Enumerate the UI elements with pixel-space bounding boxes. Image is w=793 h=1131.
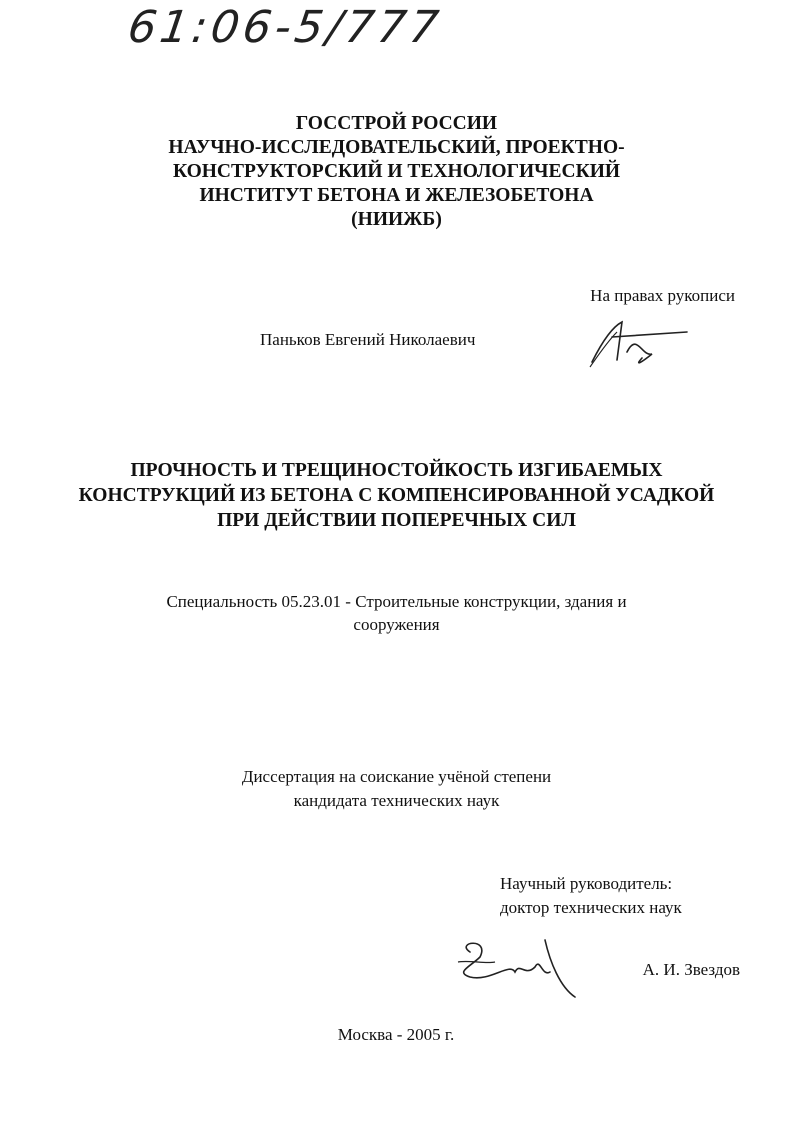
author-name: Паньков Евгений Николаевич (260, 330, 476, 349)
degree-line: Диссертация на соискание учёной степени (241, 767, 552, 786)
supervisor-block (500, 872, 740, 920)
org-line: ГОССТРОЙ РОССИИ (295, 113, 498, 134)
title-line: ПРОЧНОСТЬ И ТРЕЩИНОСТОЙКОСТЬ ИЗГИБАЕМЫХ (130, 460, 663, 481)
supervisor-name: А. И. Звездов (642, 960, 740, 979)
specialty-line: сооружения (353, 615, 440, 634)
supervisor-degree: доктор технических наук (500, 898, 682, 917)
archive-number: 61:06-5/777 (124, 2, 446, 53)
dissertation-degree (170, 765, 623, 813)
degree-line: кандидата технических наук (293, 791, 500, 810)
manuscript-note: На правах рукописи (590, 286, 735, 305)
org-line: НАУЧНО-ИССЛЕДОВАТЕЛЬСКИЙ, ПРОЕКТНО- (168, 137, 625, 158)
supervisor-role: Научный руководитель: (500, 874, 673, 893)
organization-header (60, 112, 733, 232)
specialty-line: Специальность 05.23.01 - Строительные конструкции, здания и (166, 592, 627, 611)
title-line: КОНСТРУКЦИЙ ИЗ БЕТОНА С КОМПЕНСИРОВАННОЙ УСАДКОЙ (78, 485, 715, 506)
org-line: КОНСТРУКТОРСКИЙ И ТЕХНОЛОГИЧЕСКИЙ (172, 161, 621, 182)
org-line: (НИИЖБ) (351, 209, 442, 230)
supervisor-signature (450, 932, 580, 1002)
dissertation-title (60, 458, 733, 533)
org-line: ИНСТИТУТ БЕТОНА И ЖЕЛЕЗОБЕТОНА (199, 185, 594, 206)
title-line: ПРИ ДЕЙСТВИИ ПОПЕРЕЧНЫХ СИЛ (217, 510, 576, 531)
specialty (140, 590, 653, 636)
author-signature (582, 312, 692, 372)
city-year: Москва - 2005 г. (337, 1025, 455, 1044)
